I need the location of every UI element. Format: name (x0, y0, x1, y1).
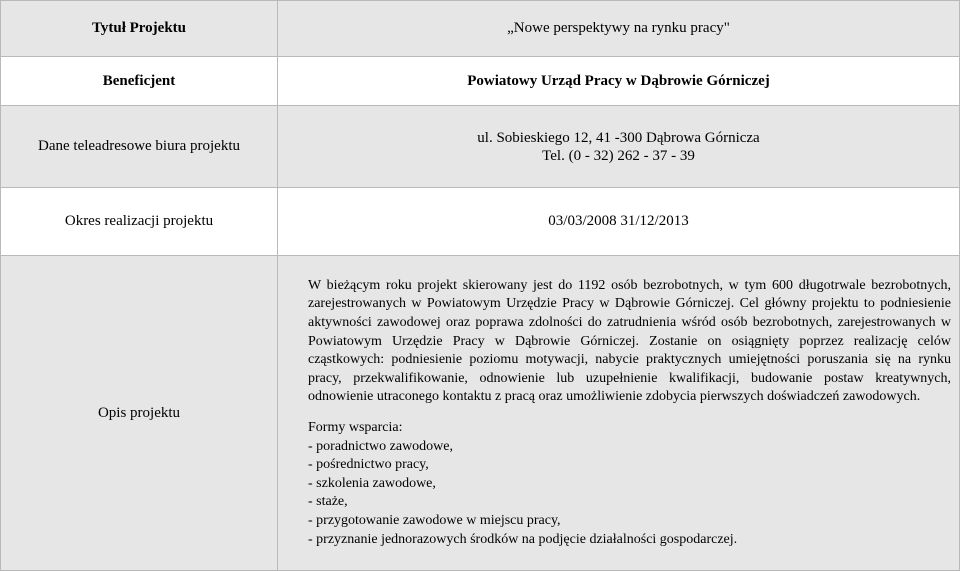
beneficiary-label: Beneficjent (1, 57, 278, 106)
description-paragraph: W bieżącym roku projekt skierowany jest do 1192 osób bezrobotnych, w tym 600 długotrwale bezrobotnych, zarejestrowanych w Powiatowym Urzędzie Pracy w Dąbrowie Górniczej. Cel główny projektu to podniesienie aktywności zawodowej oraz poprawa zdolności do zatrudnienia wśród osób bezrobotnych, zarejestrowanych w Powiatowym Urzędzie Pracy w Dąbrowie Górniczej. Zostanie on osiągnięty poprzez realizację celów cząstkowych: podniesienie poziomu motywacji, nabycie praktycznych umiejętności poruszania się na rynku pracy, przekwalifikowanie, odnowienie lub uzupełnienie kwalifikacji, budowanie postaw kreatywnych, odnowienie utraconego kontaktu z pracą oraz umożliwienie zdobycia pierwszych doświadczeń zawodowych. (308, 277, 951, 405)
support-item: - szkolenia zawodowe, (308, 475, 436, 491)
support-item: - poradnictwo zawodowe, (308, 438, 454, 454)
period-row (1, 188, 960, 256)
description-value (278, 256, 960, 571)
beneficiary-row (1, 57, 960, 106)
contact-value (278, 106, 960, 188)
description-row (1, 256, 960, 571)
contact-row (1, 106, 960, 188)
support-item: - pośrednictwo pracy, (308, 457, 429, 473)
support-item: - przygotowanie zawodowe w miejscu pracy, (308, 512, 561, 528)
beneficiary-value: Powiatowy Urząd Pracy w Dąbrowie Górniczej (278, 57, 960, 106)
support-heading: Formy wsparcia: (308, 420, 403, 435)
title-row (1, 1, 960, 57)
support-list (308, 438, 951, 550)
period-value: 03/03/2008 31/12/2013 (278, 188, 960, 256)
period-label: Okres realizacji projektu (1, 188, 278, 256)
support-item: - przyznanie jednorazowych środków na podjęcie działalności gospodarczej. (308, 531, 738, 547)
support-item: - staże, (308, 494, 348, 510)
title-value: „Nowe perspektywy na rynku pracy" (278, 1, 960, 57)
description-label: Opis projektu (1, 256, 278, 571)
phone-line: Tel. (0 - 32) 262 - 37 - 39 (542, 147, 695, 164)
address-line: ul. Sobieskiego 12, 41 -300 Dąbrowa Górnicza (477, 129, 760, 146)
title-label: Tytuł Projektu (1, 1, 278, 57)
contact-label: Dane teleadresowe biura projektu (1, 106, 278, 188)
